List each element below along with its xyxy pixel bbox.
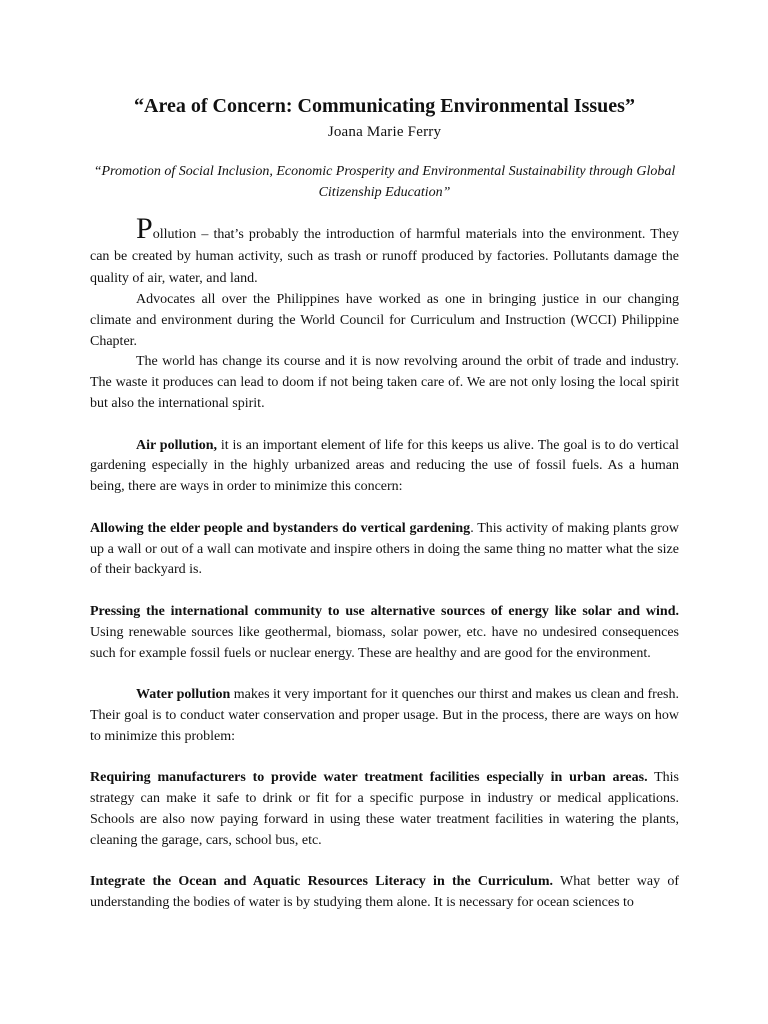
intro-paragraph-3: The world has change its course and it is now revolving around the orbit of trade and industry. The waste it produces can lead to doom if not being taken care of. We are not only losing the local spirit but also the international spirit. [90,354,679,411]
air-item-1 [90,519,679,581]
author-name: Joana Marie Ferry [327,124,442,140]
water-item-1-heading: Requiring manufacturers to provide water treatment facilities especially in urban areas. [90,770,648,786]
air-pollution-text: it is an important element of life for this keeps us alive. The goal is to do vertical gardening especially in the highly urbanized areas and reducing the use of fossil fuels. As a human being, there are ways in order to minimize this concern: [90,437,679,495]
air-item-2-text: Using renewable sources like geothermal, biomass, solar power, etc. have no undesired consequences such for example fossil fuels or nuclear energy. These are healthy and are good for the environment. [90,624,679,661]
air-item-2 [90,602,679,664]
water-item-1-text: This strategy can make it safe to drink or fit for a specific purpose in industry or medical applications. Schools are also now paying forward in using these water treatment facilities in watering the plants, cleaning the garage, cars, school bus, etc. [90,770,679,848]
air-item-2-heading: Pressing the international community to use alternative sources of energy like solar and wind. [90,603,679,619]
water-item-2-heading: Integrate the Ocean and Aquatic Resources Literacy in the Curriculum. [90,874,553,890]
intro-paragraph-1-text: ollution – that’s probably the introduction of harmful materials into the environment. They can be created by human activity, such as trash or runoff produced by factories. Pollutants damage the quality of air, water, and land. [90,227,679,286]
drop-cap: P [136,212,153,245]
air-pollution-paragraph [90,436,679,498]
water-item-1 [90,768,679,851]
water-pollution-heading: Water pollution [136,687,231,703]
document-subtitle: “Promotion of Social Inclusion, Economic Prosperity and Environmental Sustainability through Global Citizenship Education” [93,164,676,200]
water-pollution-text: makes it very important for it quenches our thirst and makes us clean and fresh. Their goal is to conduct water conservation and proper usage. But in the process, there are ways on how to minimize this problem: [90,687,679,744]
air-item-1-heading: Allowing the elder people and bystanders do vertical gardening [90,520,471,536]
air-item-1-text: . This activity of making plants grow up a wall or out of a wall can motivate and inspire others in doing the same thing no matter what the size of their backyard is. [90,520,679,578]
intro-paragraph-1 [90,212,679,290]
document-title: “Area of Concern: Communicating Environmental Issues” [134,95,635,117]
water-item-2 [90,872,679,914]
intro-paragraph-2: Advocates all over the Philippines have worked as one in bringing justice in our changing climate and environment during the World Council for Curriculum and Instruction (WCCI) Philippine Chapter. [90,292,679,349]
water-item-2-text: What better way of understanding the bodies of water is by studying them alone. It is necessary for ocean sciences to [90,874,680,911]
water-pollution-paragraph [90,685,679,747]
air-pollution-heading: Air pollution, [136,437,217,453]
